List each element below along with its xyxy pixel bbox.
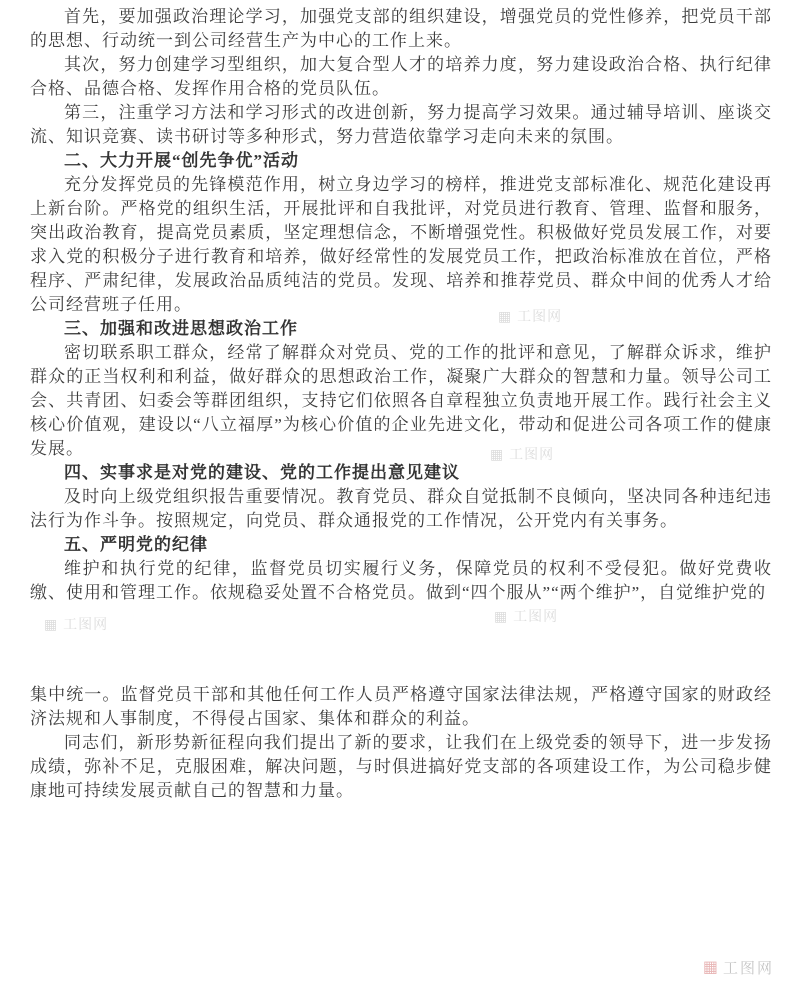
paragraph: 充分发挥党员的先锋模范作用，树立身边学习的榜样，推进党支部标准化、规范化建设再上新台阶。严格党的组织生活，开展批评和自我批评，对党员进行教育、管理、监督和服务，突出政治教育，提高党员素质，坚定理想信念，不断增强党性。积极做好党员发展工作，对要求入党的积极分子进行教育和培养，做好经常性的发展党员工作，把政治标准放在首位，严格程序、严肃纪律，发展政治品质纯洁的党员。发现、培养和推荐党员、群众中间的优秀人才给公司经营班子任用。 (30, 175, 772, 314)
paragraph: 及时向上级党组织报告重要情况。教育党员、群众自觉抵制不良倾向，坚决同各种违纪违法行为作斗争。按照规定，向党员、群众通报党的工作情况，公开党内有关事务。 (30, 487, 772, 530)
corner-watermark (703, 957, 774, 978)
paragraph: 首先，要加强政治理论学习，加强党支部的组织建设，增强党员的党性修养，把党员干部的思想、行动统一到公司经营生产为中心的工作上来。 (30, 7, 772, 50)
section-heading: 五、严明党的纪律 (64, 535, 208, 554)
paragraph: 其次，努力创建学习型组织，加大复合型人才的培养力度，努力建设政治合格、执行纪律合格、品德合格、发挥作用合格的党员队伍。 (30, 55, 772, 98)
paragraph: 同志们，新形势新征程向我们提出了新的要求，让我们在上级党委的领导下，进一步发扬成绩，弥补不足，克服困难，解决问题，与时俱进搞好党支部的各项建设工作，为公司稳步健康地可持续发展贡献自己的智慧和力量。 (30, 733, 772, 800)
watermark-brand-text: 工图网 (722, 960, 774, 977)
paragraph: 维护和执行党的纪律，监督党员切实履行义务，保障党员的权利不受侵犯。做好党费收缴、使用和管理工作。依规稳妥处置不合格党员。做到“四个服从”“两个维护”，自觉维护党的 (30, 559, 772, 602)
paragraph: 集中统一。监督党员干部和其他任何工作人员严格遵守国家法律法规，严格遵守国家的财政经济法规和人事制度，不得侵占国家、集体和群众的利益。 (30, 685, 772, 728)
page-break-gap (30, 605, 772, 683)
watermark-text: ▦ 工图网 (494, 608, 559, 624)
watermark-text: ▦ 工图网 (498, 308, 563, 324)
watermark-text: ▦ 工图网 (490, 446, 555, 462)
section-heading: 二、大力开展“创先争优”活动 (64, 151, 299, 170)
section-heading: 四、实事求是对党的建设、党的工作提出意见建议 (64, 463, 460, 482)
section-heading: 三、加强和改进思想政治工作 (64, 319, 298, 338)
watermark-logo-icon: ▦ (702, 958, 718, 976)
watermark-text: ▦ 工图网 (44, 616, 109, 632)
paragraph: 密切联系职工群众，经常了解群众对党员、党的工作的批评和意见，了解群众诉求，维护群众的正当权利和利益，做好群众的思想政治工作，凝聚广大群众的智慧和力量。领导公司工会、共青团、妇委会等群团组织，支持它们依照各自章程独立负责地开展工作。践行社会主义核心价值观，建设以“八立福厚”为核心价值的企业先进文化，带动和促进公司各项工作的健康发展。 (30, 343, 772, 458)
document-body (30, 5, 772, 803)
paragraph: 第三，注重学习方法和学习形式的改进创新，努力提高学习效果。通过辅导培训、座谈交流、知识竞赛、读书研讨等多种形式，努力营造依靠学习走向未来的氛围。 (30, 103, 772, 146)
